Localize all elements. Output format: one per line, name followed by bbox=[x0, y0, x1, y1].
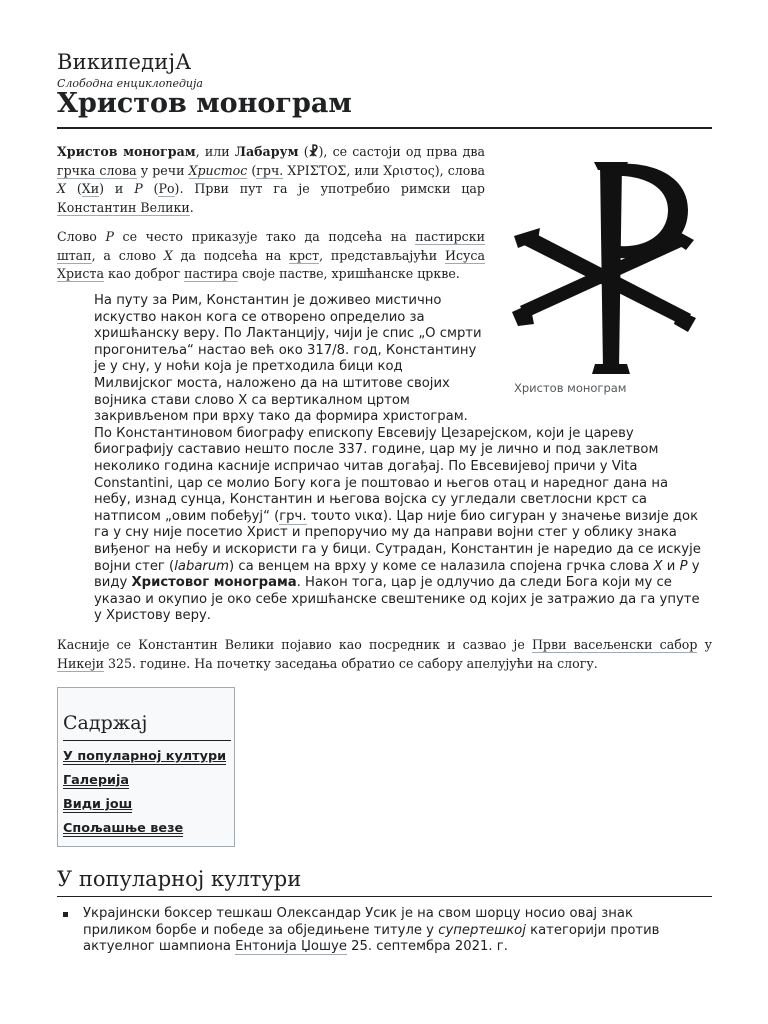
link-cross[interactable]: крст bbox=[289, 247, 320, 263]
link-jesus-christ[interactable]: Исуса Христа bbox=[57, 247, 485, 281]
toc-item-external-links[interactable]: Спољашње везе bbox=[63, 821, 184, 836]
toc-divider bbox=[63, 740, 231, 741]
table-of-contents bbox=[57, 687, 235, 847]
chi-rho-symbol-icon: ☧ bbox=[308, 144, 319, 159]
link-greek-lang-quote[interactable]: грч. bbox=[279, 508, 307, 524]
term-monogram: Христов монограм bbox=[57, 144, 196, 159]
intro-paragraph: Христов монограм, или Лабарум (☧), се састоји од прва два грчка слова у речи Христос (грч. ΧΡΙΣΤΟΣ, или Χριστος), слова X (Хи) и P (Ро). Први пут га је употребио римски цар Константин Велики. bbox=[57, 144, 485, 215]
list-item bbox=[63, 906, 703, 956]
link-greek-letters[interactable]: грчка слова bbox=[57, 162, 137, 178]
section-heading-popular-culture: У популарној култури bbox=[57, 867, 302, 891]
quote-float-spacer bbox=[484, 293, 708, 423]
quote-block: На путу за Рим, Константин је доживео мистично искуство након кога се отворено определио за хришћанску веру. По Лактанцију, чији је спис „О смрти прогонитеља“ настао већ око 317/8. год, Константину је у сну, у ноћи која је претходила бици код Милвијског моста, наложено да на штитове својих војника стави слово X са вертикалном цртом закривљеном при врху тако да формира христограм. По Константиновом биографу епископу Евсевију Цезарејском, који је цареву биографију саставио нешто после 337. године, цар му је лично и под заклетвом неколико година касније испричао читав догађај. По Евсевијевој причи у Vita Constantini, цар се молио Богу кога је поштовао и његов отац и наредног дана на небу, изнад сунца, Константин и његова војска су угледали светлосни крст са натписом „овим побеђуј“ (грч. τουτο νικα). Цар није био сигуран у значење визије док га у сну није посетио Христ и препоручио му да направи војни стег у облику знака виђеног на небу и искористи га у бици. Сутрадан, Константин је наредио да се искује војни стег (labarum) са венцем на врху у коме се налазила спојена грчка слова X и P у виду Христовог монограма. Након тога, цар је одлучио да следи Бога који му се указао и окупио је око себе хришћанске свештенике од којих је затражио да га упуте у Христову веру. bbox=[94, 293, 708, 625]
link-shepherd[interactable]: пастира bbox=[184, 266, 238, 281]
toc-item-popular-culture[interactable]: У популарној култури bbox=[63, 749, 227, 764]
site-tagline: Слободна енциклопедија bbox=[57, 77, 203, 90]
bullet-icon bbox=[63, 912, 68, 917]
toc-item-see-also[interactable]: Види још bbox=[63, 797, 133, 812]
link-constantine[interactable]: Константин Велики bbox=[57, 199, 190, 215]
shepherd-paragraph: Слово P се често приказује тако да подсећа на пастирски штап, а слово X да подсећа на крст, представљајући Исуса Христа као доброг пастира своје пастве, хришћанске цркве. bbox=[57, 229, 485, 281]
link-chi[interactable]: Хи bbox=[81, 181, 100, 196]
quote-bold-monogram: Христовог монограма bbox=[131, 575, 297, 591]
list-item-text: Украјински боксер тешкаш Олександар Усик је на свом шорцу носио овај знак приликом борбе и победе за обједињене титуле у супертешкој категорији против актуелног шампиона Ентонија Џошуе 25. септембра 2021. г. bbox=[83, 906, 660, 955]
site-logo[interactable]: ВикипедијА bbox=[57, 50, 192, 74]
link-shepherd-crook[interactable]: пастирски штап bbox=[57, 229, 485, 263]
link-rho[interactable]: Ро bbox=[158, 181, 175, 196]
title-divider bbox=[57, 127, 712, 129]
page-title: Христов монограм bbox=[57, 88, 352, 119]
section-divider bbox=[57, 896, 712, 897]
link-first-council[interactable]: Први васељенски сабор bbox=[531, 637, 698, 652]
link-christos[interactable]: Христос bbox=[188, 162, 248, 178]
link-anthony-joshua[interactable]: Ентонија Џошуе bbox=[235, 939, 347, 955]
toc-item-gallery[interactable]: Галерија bbox=[63, 773, 129, 788]
council-paragraph: Касније се Константин Велики појавио као посредник и сазвао је Први васељенски сабор у Никеји 325. године. На почетку заседања обратио се сабору апелујући на слогу. bbox=[57, 637, 712, 671]
term-labarum: Лабарум bbox=[234, 144, 299, 159]
link-nicaea[interactable]: Никеји bbox=[57, 655, 104, 671]
toc-title: Садржај bbox=[63, 712, 148, 734]
link-greek-lang[interactable]: грч. bbox=[256, 162, 284, 178]
figure-caption: Христов монограм bbox=[514, 381, 627, 395]
